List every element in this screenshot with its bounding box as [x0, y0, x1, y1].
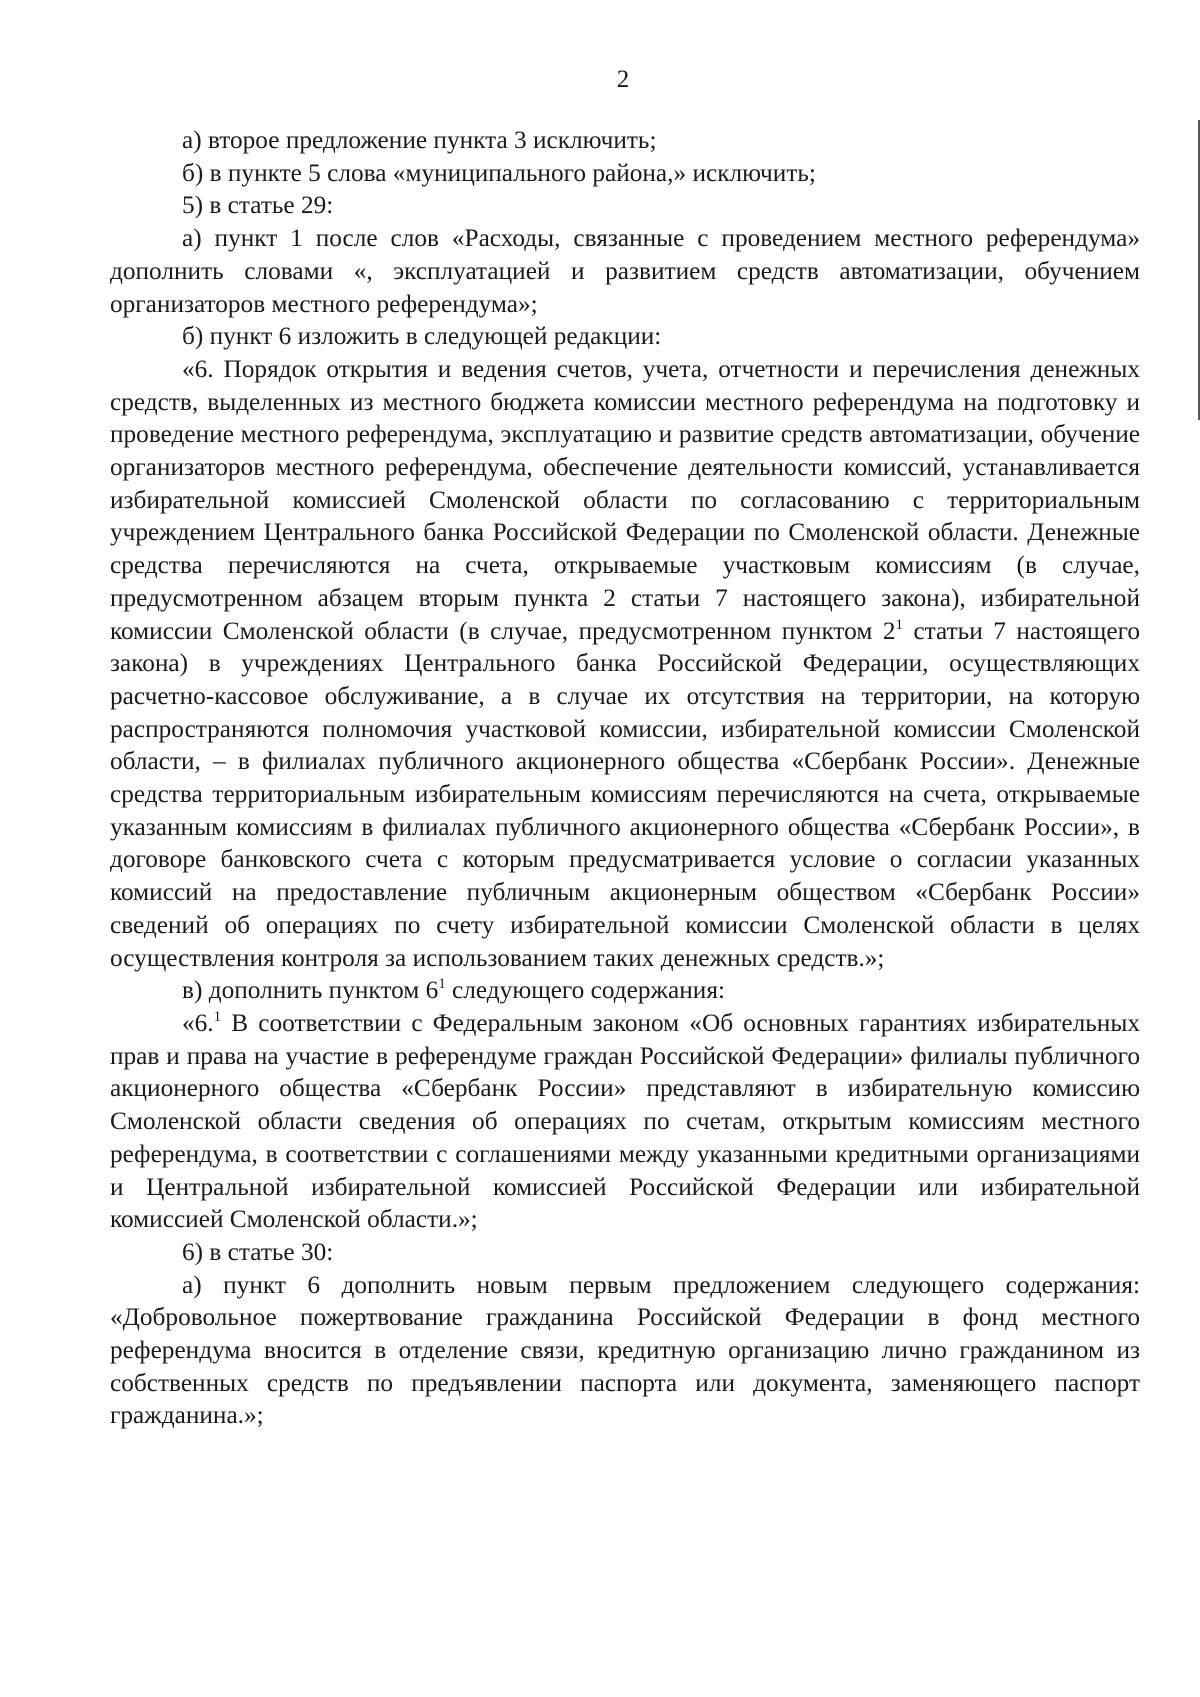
document-body	[110, 124, 1140, 1432]
paragraph-item-b-1	[110, 157, 1140, 190]
paragraph-item-a-3	[110, 1269, 1140, 1433]
paragraph-item-v	[110, 974, 1140, 1007]
paragraph-item-b-2	[110, 320, 1140, 353]
paragraph-text-continued: статьи 7 настоящего закона) в учреждениях Центрального банка Российской Федерации, осуществляющих расчетно-кассовое обслуживание, а в случае их отсутствия на территории, на которую распространяются полномочия участковой комиссии, избирательной комиссии Смоленской области, – в филиалах публичного акционерного общества «Сбербанк России». Денежные средства территориальным избирательным комиссиям перечисляются на счета, открываемые указанным комиссиям в филиалах публичного акционерного общества «Сбербанк России», в договоре банковского счета с которым предусматривается условие о согласии указанных комиссий на предоставление публичным акционерным обществом «Сбербанк России» сведений об операциях по счету избирательной комиссии Смоленской области в целях осуществления контроля за использованием таких денежных средств.»;	[110, 616, 1140, 972]
paragraph-point-6	[110, 353, 1140, 974]
page-number: 2	[616, 66, 630, 93]
superscript: 1	[438, 976, 446, 993]
paragraph-text: а) пункт 6 дополнить новым первым предложением следующего содержания: «Добровольное пожертвование гражданина Российской Федерации в фонд местного референдума вносится в отделение связи, кредитную организацию лично гражданином из собственных средств по предъявлении паспорта или документа, заменяющего паспорт гражданина.»;	[110, 1270, 1140, 1430]
paragraph-article-29	[110, 189, 1140, 222]
paragraph-text-continued: следующего содержания:	[445, 976, 725, 1005]
paragraph-text: а) пункт 1 после слов «Расходы, связанные с проведением местного референдума» дополнить словами «, эксплуатацией и развитием средств автоматизации, обучением организаторов местного референдума»;	[110, 224, 1140, 318]
paragraph-text: 6) в статье 30:	[182, 1237, 334, 1266]
paragraph-text: а) второе предложение пункта 3 исключить;	[182, 126, 657, 154]
paragraph-text: «6.	[182, 1008, 214, 1037]
paragraph-text-continued: В соответствии с Федеральным законом «Об основных гарантиях избирательных прав и права на участие в референдуме граждан Российской Федерации» филиалы публичного акционерного общества «Сбербанк России» представляют в избирательную комиссию Смоленской области сведения об операциях по счетам, открытым комиссиям местного референдума, в соответствии с соглашениями между указанными кредитными организациями и Центральной избирательной комиссией Российской Федерации или избирательной комиссией Смоленской области.»;	[110, 1008, 1140, 1234]
superscript: 1	[895, 616, 903, 633]
superscript: 1	[213, 1008, 222, 1025]
paragraph-item-a-2	[110, 222, 1140, 320]
paragraph-item-a-1	[110, 124, 1140, 157]
paragraph-text: б) пункт 6 изложить в следующей редакции:	[182, 322, 662, 351]
paragraph-article-30	[110, 1236, 1140, 1269]
paragraph-text: в) дополнить пунктом 6	[182, 976, 439, 1005]
paragraph-text: б) в пункте 5 слова «муниципального района,» исключить;	[182, 158, 816, 187]
paragraph-point-6-1	[110, 1007, 1140, 1236]
paragraph-text: «6. Порядок открытия и ведения счетов, учета, отчетности и перечисления денежных средств, выделенных из местного бюджета комиссии местного референдума на подготовку и проведение местного референдума, эксплуатацию и развитие средств автоматизации, обучение организаторов местного референдума, обеспечение деятельности комиссий, устанавливается избирательной комиссией Смоленской области по согласованию с территориальным учреждением Центрального банка Российской Федерации по Смоленской области. Денежные средства перечисляются на счета, открываемые участковым комиссиям (в случае, предусмотренном абзацем вторым пункта 2 статьи 7 настоящего закона), избирательной комиссии Смоленской области (в случае, предусмотренном пунктом 2	[110, 354, 1140, 645]
paragraph-text: 5) в статье 29:	[182, 191, 334, 220]
